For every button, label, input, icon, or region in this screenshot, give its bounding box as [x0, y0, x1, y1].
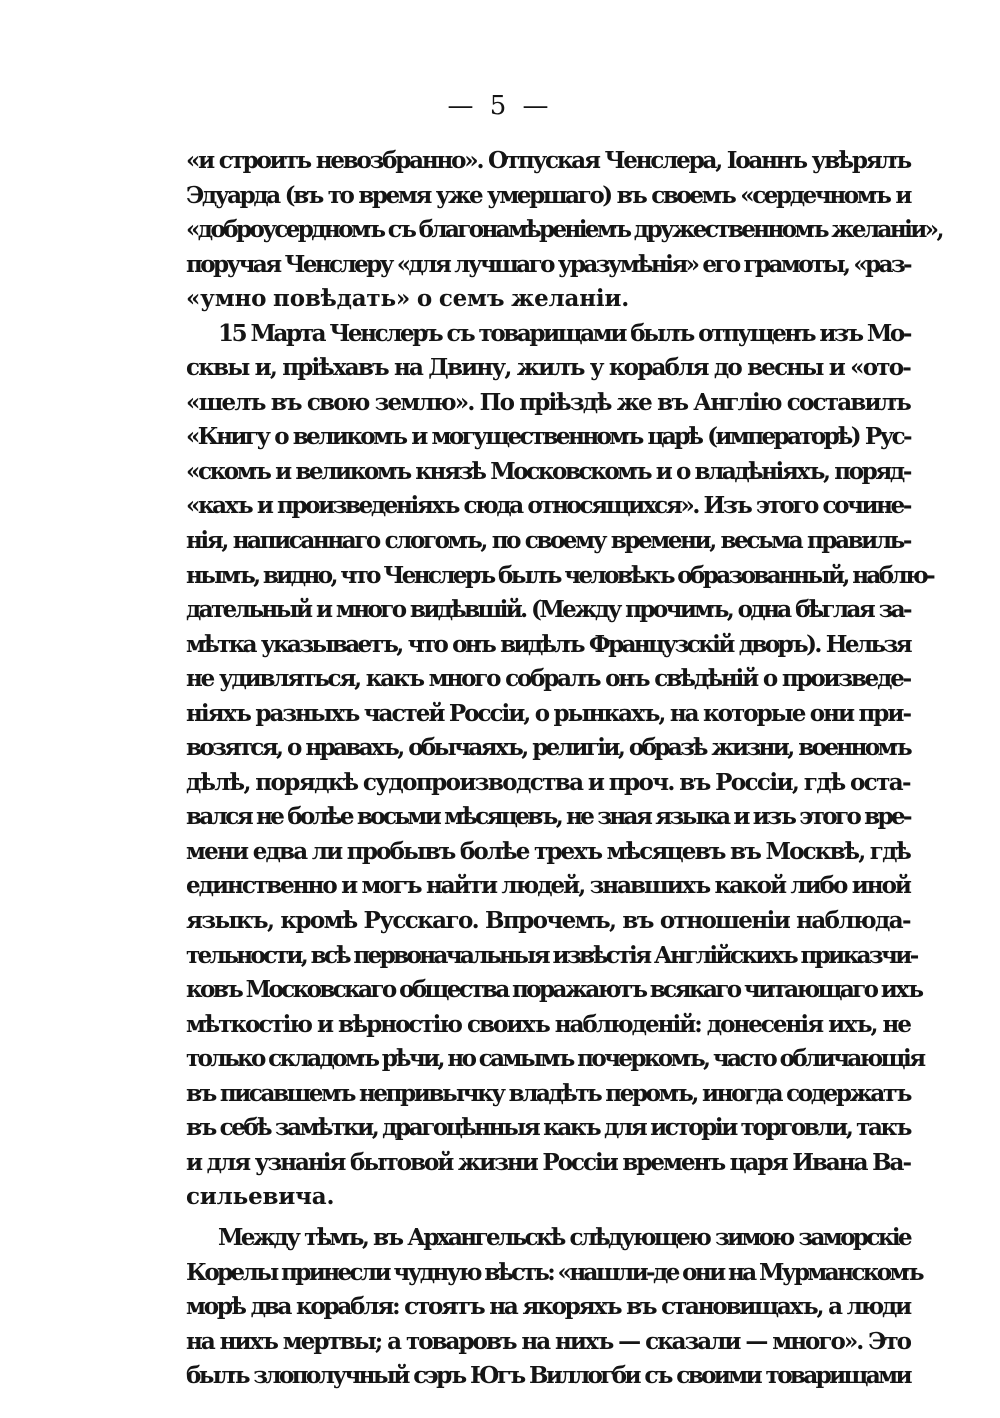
text-line: Между тѣмъ, въ Архангельскѣ слѣдующею зимою заморскіе: [218, 1223, 910, 1251]
text-line: нымъ, видно, что Ченслеръ былъ человѣкъ образованный, наблю-: [186, 561, 934, 589]
text-line: дательный и много видѣвшій. (Между прочимъ, одна бѣглая за-: [186, 596, 910, 624]
text-line: мени едва ли пробывъ болѣе трехъ мѣсяцевъ въ Москвѣ, гдѣ: [186, 837, 910, 865]
text-line: «шелъ въ свою землю». По пріѣздѣ же въ Англію составилъ: [186, 388, 910, 416]
text-line: ковъ Московскаго общества поражаютъ всякаго читающаго ихъ: [186, 976, 922, 1004]
text-line: и для узнанія бытовой жизни Россіи временъ царя Ивана Ва-: [186, 1148, 910, 1176]
text-block: [186, 144, 942, 1394]
text-line: «скомъ и великомъ князѣ Московскомъ и о владѣніяхъ, поряд-: [186, 457, 910, 485]
text-line: 15 Марта Ченслеръ съ товарищами былъ отпущенъ изъ Мо-: [218, 319, 910, 347]
text-line: «умно повѣдать» о семъ желаніи.: [186, 285, 630, 313]
text-line: «доброусердномъ съ благонамѣреніемъ дружественномъ желаніи»,: [186, 216, 942, 244]
text-line: «Книгу о великомъ и могущественномъ царѣ (императорѣ) Рус-: [186, 423, 910, 451]
paragraph-3: [186, 1221, 922, 1394]
text-line: «и строить невозбранно». Отпуская Ченслера, Іоаннъ увѣрялъ: [186, 147, 910, 174]
text-line: Эдуарда (въ то время уже умершаго) въ своемъ «сердечномъ и: [186, 181, 910, 209]
text-line: возятся, о нравахъ, обычаяхъ, религіи, образѣ жизни, военномъ: [186, 734, 910, 762]
text-line: сквы и, пріѣхавъ на Двину, жилъ у корабля до весны и «ото-: [186, 354, 910, 382]
text-line: въ писавшемъ непривычку владѣть перомъ, иногда содержатъ: [186, 1079, 910, 1107]
text-line: единственно и могъ найти людей, знавшихъ какой либо иной: [186, 872, 910, 900]
text-line: языкъ, кромѣ Русскаго. Впрочемъ, въ отношеніи наблюда-: [186, 907, 910, 935]
paragraph-2: [186, 317, 934, 1215]
text-line: не удивляться, какъ много собралъ онъ свѣдѣній о произведе-: [186, 665, 910, 693]
text-line: мѣтка указываетъ, что онъ видѣлъ Французскій дворъ). Нельзя: [186, 630, 910, 658]
text-line: тельности, всѣ первоначальныя извѣстія Англійскихъ приказчи-: [186, 941, 917, 969]
text-line: ніяхъ разныхъ частей Россіи, о рынкахъ, на которые они при-: [186, 699, 910, 727]
text-line: только складомъ рѣчи, но самымъ почеркомъ, часто обличающія: [186, 1045, 924, 1073]
text-line: поручая Ченслеру «для лучшаго уразумѣнія» его грамоты, «раз-: [186, 250, 910, 278]
text-line: на нихъ мертвы; а товаровъ на нихъ — сказали — много». Это: [186, 1327, 910, 1355]
text-line: морѣ два корабля: стоятъ на якоряхъ въ становищахъ, а люди: [186, 1293, 910, 1321]
text-line: въ себѣ замѣтки, драгоцѣнныя какъ для исторіи торговли, такъ: [186, 1114, 910, 1142]
text-line: нія, написаннаго слогомъ, по своему времени, весьма правиль-: [186, 527, 910, 555]
text-line: вался не болѣе восьми мѣсяцевъ, не зная языка и изъ этого вре-: [186, 803, 910, 831]
text-line: «кахъ и произведеніяхъ сюда относящихся». Изъ этого сочине-: [186, 492, 910, 520]
text-line: былъ злополучный сэръ Югъ Виллогби съ своими товарищами: [186, 1362, 910, 1390]
text-line: Корелы принесли чудную вѣсть: «нашли-де они на Мурманскомъ: [186, 1258, 922, 1286]
text-line: дѣлѣ, порядкѣ судопроизводства и проч. въ Россіи, гдѣ оста-: [186, 768, 910, 796]
paragraph-1: [186, 144, 942, 317]
text-line: мѣткостію и вѣрностію своихъ наблюденій: донесенія ихъ, не: [186, 1010, 910, 1038]
page-number: — 5 —: [447, 91, 553, 121]
text-line: сильевича.: [186, 1183, 335, 1211]
